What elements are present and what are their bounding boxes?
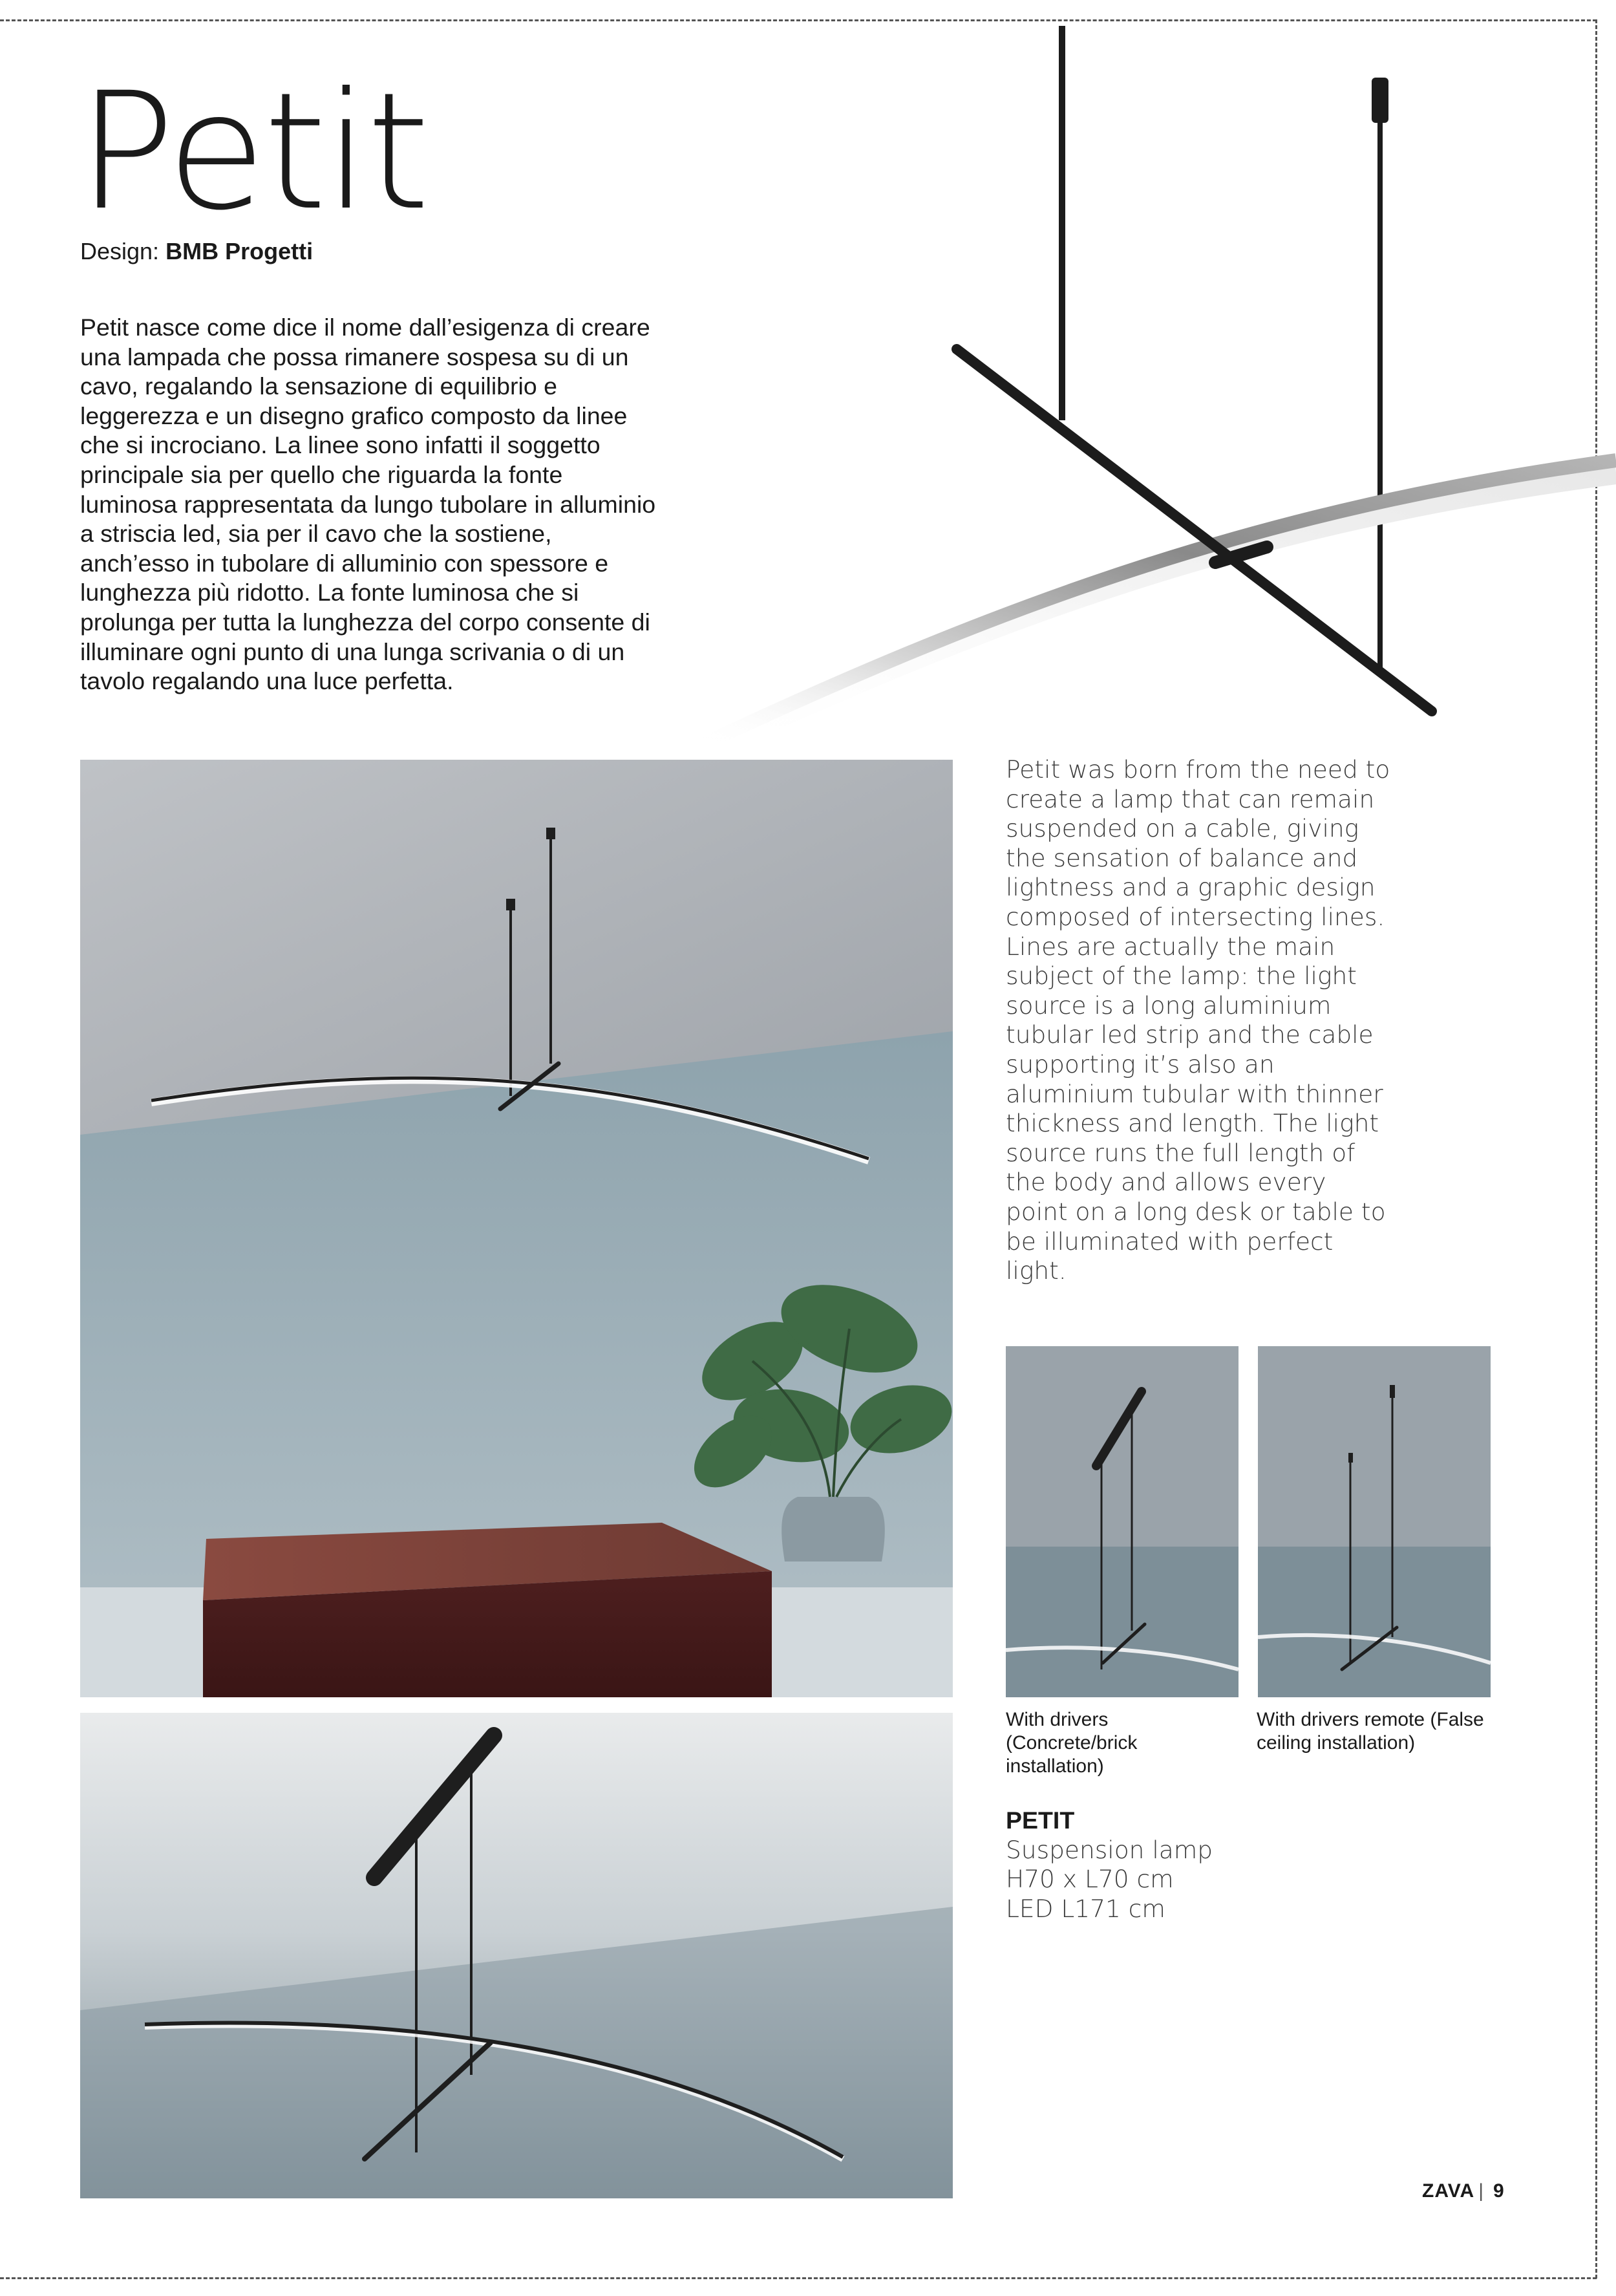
page-number: 9 [1493, 2180, 1505, 2202]
crop-mark-top [0, 19, 1597, 21]
crop-mark-bottom [0, 2277, 1597, 2279]
english-description: Petit was born from the need to create a lamp that can remain suspended on a cable, giving the sensation of balance and lightness and a graphic design composed of intersecting lines. Lines are actually the main subject of the lamp: the light source is a long aluminium tubular led strip and the cable supporting it’s also an aluminium tubular with thinner thickness and length. The light source runs the full length of the body and allows every point on a long desk or table to be illuminated with perfect light. [1006, 755, 1390, 1285]
italian-description: Petit nasce come dice il nome dall’esigenza di creare una lampada che possa rimanere sospesa su di un cavo, regalando la sensazione di equilibrio e leggerezza e un disegno grafico composto da linee che si incrociano. La linee sono infatti il soggetto principale sia per quello che riguarda la fonte luminosa rappresentata da lungo tubolare in alluminio a striscia led, sia per il cavo che la sostiene, anch’esso in tubolare di alluminio con spessore e lunghezza più ridotto. La fonte luminosa che si prolunga per tutta la lunghezza del corpo consente di illuminare ogni punto di una lunga scrivania o di un tavolo regalando una luce perfetta. [80, 314, 656, 695]
product-spec [1006, 1806, 1394, 1924]
product-dimensions: H70 x L70 cm [1006, 1865, 1174, 1894]
caption-drivers-remote: With drivers remote (False ceiling installation) [1257, 1709, 1484, 1754]
design-prefix: Design: [80, 238, 166, 264]
caption-with-drivers: With drivers (Concrete/brick installation) [1006, 1709, 1138, 1777]
hero-product-image [685, 26, 1616, 756]
closeup-photo [80, 1713, 953, 2198]
designer-credit [80, 238, 313, 265]
page-footer [1422, 2180, 1505, 2202]
thumbnail-drivers [1006, 1346, 1239, 1697]
product-led-length: LED L171 cm [1006, 1894, 1165, 1923]
product-name: PETIT [1006, 1807, 1075, 1834]
designer-name: BMB Progetti [165, 238, 314, 264]
page-title: Petit [78, 58, 428, 246]
footer-separator: | [1478, 2180, 1485, 2202]
thumbnail-drivers-remote [1258, 1346, 1491, 1697]
room-scene-photo [80, 760, 953, 1697]
footer-brand: ZAVA [1422, 2180, 1475, 2202]
product-type: Suspension lamp [1006, 1835, 1213, 1864]
